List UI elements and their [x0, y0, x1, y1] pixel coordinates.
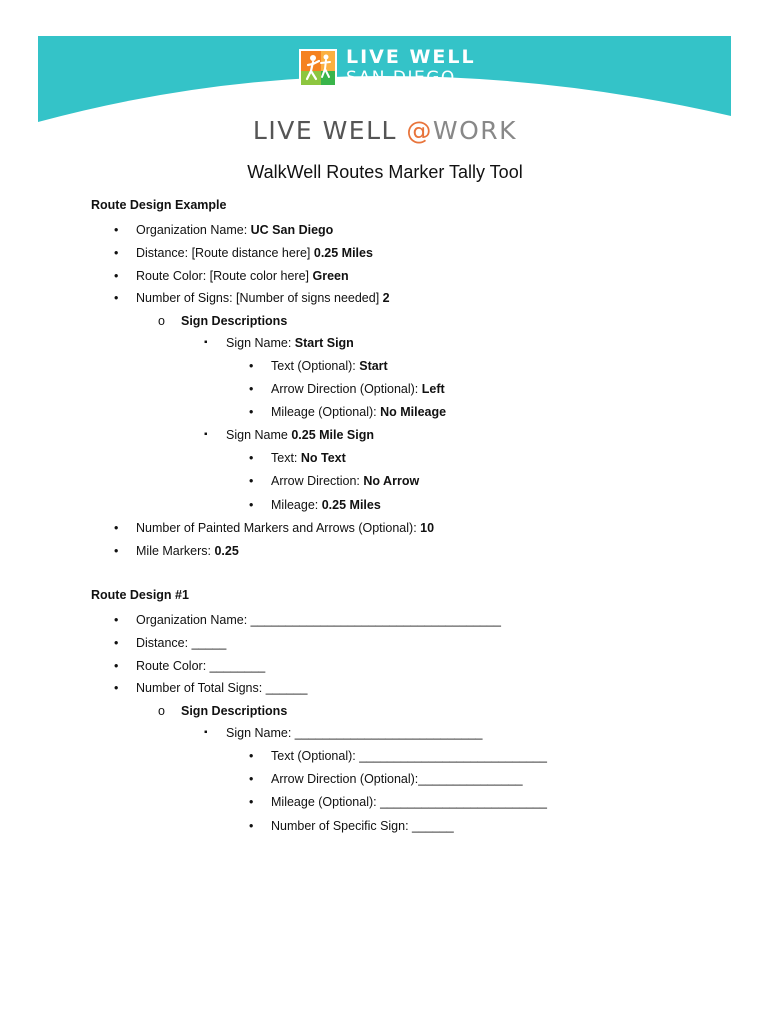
bullet-marker: • — [249, 772, 254, 786]
logo-line1: LIVE WELL — [346, 46, 476, 68]
distance-value: 0.25 Miles — [313, 246, 373, 260]
bullet-marker: • — [249, 359, 254, 373]
square-marker: ▪ — [204, 727, 208, 738]
bullet-marker: • — [249, 819, 254, 833]
sign1-text-value: Start — [359, 359, 388, 373]
sign1-arrow-label: Arrow Direction (Optional): — [271, 382, 422, 396]
bullet-marker: • — [249, 451, 254, 465]
sign2-name-label: Sign Name — [226, 428, 292, 442]
live-well-logo-icon — [299, 49, 337, 87]
bullet-marker: • — [114, 636, 119, 650]
sign2-arrow-value: No Arrow — [363, 474, 420, 488]
sign2-name-value: 0.25 Mile Sign — [291, 428, 374, 442]
bullet-marker: • — [249, 382, 254, 396]
bullet-marker: • — [114, 659, 119, 673]
design1-sign-descriptions-heading: Sign Descriptions — [181, 704, 288, 718]
bullet-marker: • — [114, 681, 119, 695]
sign2-text-label: Text: — [271, 451, 301, 465]
circle-marker: o — [158, 314, 165, 328]
color-value: Green — [312, 269, 349, 283]
sign2-text-value: No Text — [300, 451, 346, 465]
program-at: @ — [406, 116, 433, 145]
sign1-text-line — [271, 358, 388, 374]
design1-heading: Route Design #1 — [91, 588, 189, 602]
bullet-marker: • — [114, 291, 119, 305]
mile-markers-value: 0.25 — [214, 544, 239, 558]
bullet-marker: • — [249, 749, 254, 763]
design1-color-field[interactable]: Route Color: ________ — [136, 659, 266, 673]
live-well-logo — [299, 48, 476, 87]
design1-specific-sign-field[interactable]: Number of Specific Sign: ______ — [271, 819, 454, 833]
bullet-marker: • — [114, 269, 119, 283]
bullet-marker: • — [114, 613, 119, 627]
bullet-marker: • — [249, 795, 254, 809]
bullet-marker: • — [114, 544, 119, 558]
painted-label: Number of Painted Markers and Arrows (Optional): — [136, 521, 421, 535]
signs-value: 2 — [382, 291, 390, 305]
document-title: WalkWell Routes Marker Tally Tool — [247, 162, 523, 182]
design1-signs-field[interactable]: Number of Total Signs: ______ — [136, 681, 308, 695]
circle-marker: o — [158, 704, 165, 718]
example-color-line — [136, 268, 349, 284]
example-org-line — [136, 222, 333, 238]
program-suffix: WORK — [432, 116, 518, 145]
example-mile-markers-line — [136, 543, 239, 559]
sign2-arrow-label: Arrow Direction: — [271, 474, 364, 488]
sign1-mileage-value: No Mileage — [380, 405, 447, 419]
bullet-marker: • — [114, 246, 119, 260]
sign2-mileage-value: 0.25 Miles — [321, 498, 381, 512]
square-marker: ▪ — [204, 337, 208, 348]
design1-arrow-field[interactable]: Arrow Direction (Optional):_______________ — [271, 772, 523, 786]
sign1-name-label: Sign Name: — [226, 336, 295, 350]
example-signs-line — [136, 290, 390, 306]
sign2-text-line — [271, 450, 346, 466]
bullet-marker: • — [114, 223, 119, 237]
bullet-marker: • — [249, 405, 254, 419]
square-marker: ▪ — [204, 429, 208, 440]
logo-line2: SAN DIEGO — [346, 68, 456, 88]
sign1-mileage-label: Mileage (Optional): — [271, 405, 381, 419]
sign2-arrow-line — [271, 473, 419, 489]
sign1-arrow-value: Left — [421, 382, 445, 396]
program-title — [0, 116, 770, 145]
design1-org-field[interactable]: Organization Name: ____________________________________ — [136, 613, 501, 627]
example-heading: Route Design Example — [91, 198, 227, 212]
sign2-name-line — [226, 427, 374, 443]
program-prefix: LIVE WELL — [252, 116, 407, 145]
mile-markers-label: Mile Markers: — [136, 544, 215, 558]
sign1-name-value: Start Sign — [294, 336, 354, 350]
distance-label: Distance: [Route distance here] — [136, 246, 314, 260]
sign1-mileage-line — [271, 404, 446, 420]
sign2-mileage-label: Mileage: — [271, 498, 322, 512]
design1-mileage-field[interactable]: Mileage (Optional): ________________________ — [271, 795, 547, 809]
sign1-text-label: Text (Optional): — [271, 359, 360, 373]
example-sign-descriptions-heading: Sign Descriptions — [181, 314, 288, 328]
signs-label: Number of Signs: [Number of signs needed] — [136, 291, 383, 305]
design1-distance-field[interactable]: Distance: _____ — [136, 636, 227, 650]
sign1-name-line — [226, 335, 354, 351]
design1-text-field[interactable]: Text (Optional): ___________________________ — [271, 749, 547, 763]
example-painted-line — [136, 520, 434, 536]
color-label: Route Color: [Route color here] — [136, 269, 313, 283]
painted-value: 10 — [420, 521, 435, 535]
example-distance-line — [136, 245, 373, 261]
design1-sign-name-field[interactable]: Sign Name: ___________________________ — [226, 726, 483, 740]
bullet-marker: • — [114, 521, 119, 535]
sign2-mileage-line — [271, 497, 381, 513]
bullet-marker: • — [249, 474, 254, 488]
org-value: UC San Diego — [250, 223, 334, 237]
org-label: Organization Name: — [136, 223, 251, 237]
bullet-marker: • — [249, 498, 254, 512]
sign1-arrow-line — [271, 381, 445, 397]
